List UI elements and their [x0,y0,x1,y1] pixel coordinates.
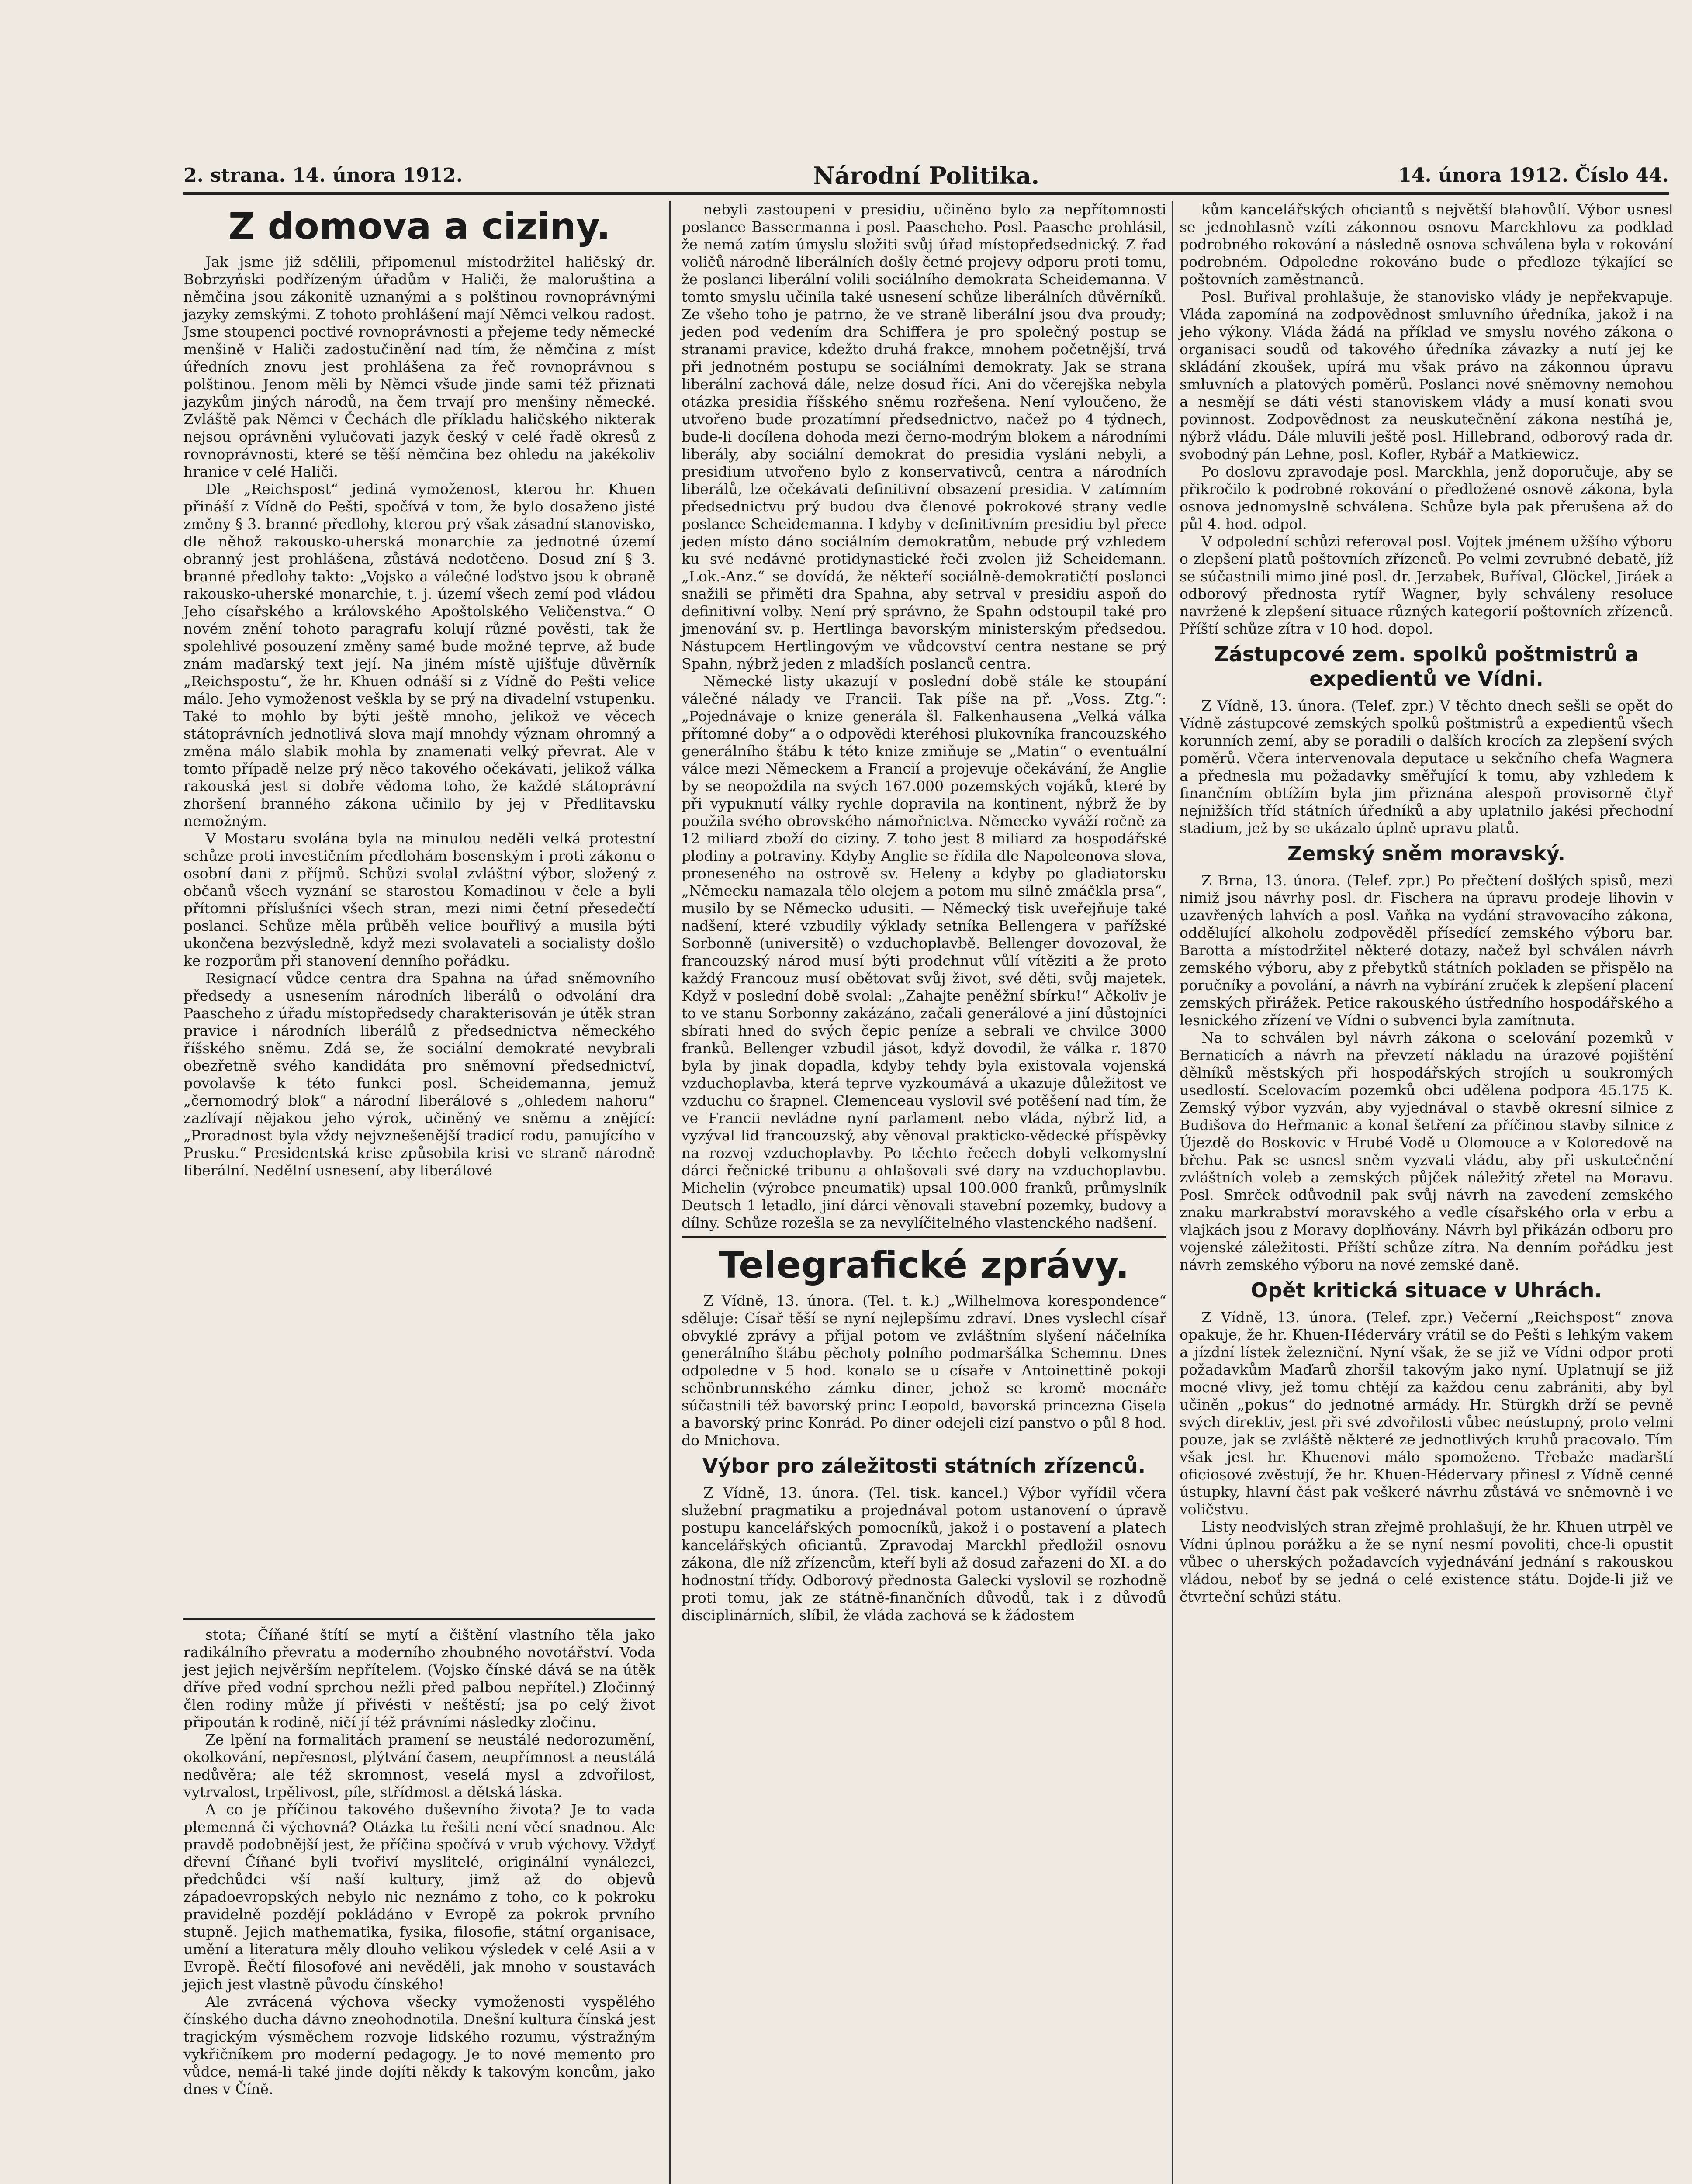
page-date-left: 2. strana. 14. února 1912. [183,164,463,187]
section-heading: Z domova a ciziny. [228,205,611,248]
article-paragraph: Z Vídně, 13. února. (Tel. t. k.) „Wilhelmova korespondence“ sděluje: Císař těší se nyní nejlepšímu zdraví. Dnes vyslechl císař obvyklé zprávy a přijal potom ve zvláštním slyšení náčelníka generálního štábu pěchoty polního podmaršálka Schemnu. Dnes odpoledne v 5 hod. konalo se u císaře v Antoinettině pokoji schönbrunnského zámku diner, jehož se kromě mocnáře súčastnili též bavorský princ Leopold, bavorská princezna Gisela a bavorský princ Konrád. Po diner odejeli cizí panstvo o půl 8 hod. do Mnichova. [682,1292,1166,1449]
article-paragraph: A co je příčinou takového duševního života? Je to vada plemenná či výchovná? Otázka tu řešiti není věcí snadnou. Ale pravdě podobnější jest, že příčina spočívá v vrub výchovy. Vždyť dřevní Číňané byli tvořiví myslitelé, originální vynálezci, předchůdci vší naší kultury, jimž až do objevů západoevropských nebylo nic neznámo z toho, co k pokroku pravidelně pozdějí pokládáno v Evropě za pokrok prvního stupně. Jejich mathematika, fysika, filosofie, státní organisace, umění a literatura měly dlouho velikou výsledek v celé Asii a v Evropě. Řečtí filosofové ani nevěděli, jak mnoho v soustavách jejich jest vlastně původu čínského! [183,1801,655,1993]
column-3 [1180,201,1673,1606]
article-paragraph: Ale zvrácená výchova všecky vymoženosti vyspělého čínského ducha dávno zneohodnotila. Dnešní kultura čínská jest tragickým výsměchem rozvoje lidského rozumu, výstražným vykřičníkem pro moderní pedagogy. Je to nové memento pro vůdce, nemá-li také jinde dojíti někdy k takovým koncům, jako dnes v Číně. [183,1993,655,2098]
article-paragraph: Ze lpění na formalitách pramení se neustálé nedorozumění, okolkování, nepřesnost, plýtvání časem, neupřímnost a neustálá nedůvěra; ale též skromnost, veselá mysl a zdvořilost, vytrvalost, trpělivost, píle, střídmost a dětská láska. [183,1731,655,1800]
article-paragraph: nebyli zastoupeni v presidiu, učiněno bylo za nepřítomnosti poslance Bassermanna i posl. Paascheho. Posl. Paasche prohlásil, že nemá zatím úmyslu složiti svůj úřad místopředsednický. Z řad voličů národně liberálních došly četné projevy odporu proti tomu, že poslanci liberální volili sociálního demokrata Scheidemanna. V tomto smyslu učinila také usnesení schůze liberálních důvěrníků. Ze všeho toho je patrno, že ve straně liberální jsou dva proudy; jeden pod vedením dra Schiffera je pro společný postup se stranami pravice, kdežto druhá frakce, mnohem početnější, trvá při jednotném postupu se sociálními demokraty. Jak se strana liberální zachová dále, nelze dosud říci. Ani do včerejška nebyla otázka presidia říšského sněmu rozřešena. Není vyloučeno, že utvořeno bude prozatímní předsednictvo, načež po 4 týdnech, bude-li docílena dohoda mezi černo-modrým blokem a národními liberály, aby sociální demokrat do presidia vysláni nebyli, a presidium utvořeno bylo z konservativců, centra a národních liberálů, lze očekávati definitivní obsazení presidia. V zatímním předsednictvu prý budou dva členové pokrokové strany vedle poslance Scheidemanna. I kdyby v definitivním presidiu byl přece jeden místo dáno sociálním demokratům, nebude prý vzhledem ku své nedávné protidynastické řeči zvolen již Scheidemann. „Lok.-Anz.“ se dovídá, že někteří sociálně-demokratičtí poslanci snažili se přiměti dra Spahna, aby setrval v presidiu aspoň do definitivní volby. Není prý správno, že Spahn odstoupil také pro jmenování sv. p. Hertlinga bavorským ministerským předsedou. Nástupcem Hertlingovým ve vůdcovství centra nestane se prý Spahn, nýbrž jeden z mladších poslanců centra. [682,201,1166,672]
column-2 [682,201,1166,1624]
article-paragraph: V Mostaru svolána byla na minulou neděli velká protestní schůze proti investičním předlohám bosenským i proti zákonu o osobní dani z příjmů. Schůzi svolal zvláštní výbor, složený z občanů všech vyznání se starostou Komadinou v čele a byli přítomni příslušníci všech stran, mezi nimi četní přesedečtí poslanci. Schůze měla průběh velice bouřlivý a musila býti ukončena bezvýsledně, když mezi svolavateli a socialisty došlo ke rozporům při stanovení denního pořádku. [183,830,655,969]
divider [183,1618,655,1620]
article-paragraph: Resignací vůdce centra dra Spahna na úřad sněmovního předsedy a usnesením národních liberálů o odvolání dra Paascheho z úřadu místopředsedy charakterisován je útěk stran pravice i národních liberálů z předsednictva německého říšského sněmu. Zdá se, že sociální demokraté nevybrali obezřetně svého kandidáta pro sněmovní předsednictví, povolavše k této funkci posl. Scheidemanna, jemuž „černomodrý blok“ a národní liberálové s „ohledem nahoru“ zazlívají nějakou jeho výrok, učiněný ve sněmu a znějící: „Proradnost byla vždy nejvznešenější tradicí rodu, panujícího v Prusku.“ Presidentská krise způsobila krisi ve straně národně liberální. Nedělní usnesení, aby liberálové [183,970,655,1179]
article-paragraph: stota; Číňané štítí se mytí a čištění vlastního těla jako radikálního převratu a moderního zhoubného novotářství. Voda jest jejich nejvěrším nepřítelem. (Vojsko čínské dává se na útěk dříve před vodní sprchou nežli před palbou nepřítel.) Zločinný člen rodiny může jí přivésti v neštěstí; jsa po celý život připoután k rodině, ničí jí též právními následky zločinu. [183,1626,655,1731]
article-paragraph: Z Vídně, 13. února. (Telef. zpr.) V těchto dnech sešli se opět do Vídně zástupcové zemských spolků poštmistrů a expedientů všech korunních zemí, aby se poradili o dalších krocích za zlepšení svých poměrů. Včera intervenovala deputace u sekčního chefa Wagnera a přednesla mu požadavky směřující k tomu, aby vzhledem k finančním obtížím byla jim přiznána alespoň provisorně čtyř nejnižších tříd státních úředníků a aby uplatnilo jakési přechodní stadium, jež by se ukázalo úplně upravu platů. [1180,697,1673,836]
divider [682,1236,1166,1238]
subsection-heading: Výbor pro záležitosti státních zřízenců. [702,1454,1146,1478]
article-paragraph: Listy neodvislých stran zřejmě prohlašují, že hr. Khuen utrpěl ve Vídni úplnou porážku a že se nyní nesmí povoliti, chce-li opustit vůbec o uherských požadavcích vyjednávání jednání s rakouskou vládou, neboť by se jedná o celé existence státu. Dojde-li již ve čtvrteční schůzi státu. [1180,1518,1673,1605]
article-paragraph: Posl. Buřival prohlašuje, že stanovisko vlády je nepřekvapuje. Vláda zapomíná na zodpovědnost smluvního úředníka, jakož i na jeho výkony. Vláda žádá na příklad ve smyslu nového zákona o organisaci soudů od takového úředníka závazky a nutí jej ke skládání zkoušek, upírá mu však právo na zákonnou úpravu smluvních a platových poměrů. Poslanci nové sněmovny nemohou a nesmějí se dáti vésti stanoviskem vlády a musí konati svou povinnost. Zodpovědnost za neuskutečnění zákona nestíhá je, nýbrž vládu. Dále mluvili ještě posl. Hillebrand, odborový rada dr. svobodný pán Lehne, posl. Kofler, Rybář a Matkiewicz. [1180,288,1673,463]
article-paragraph: Z Vídně, 13. února. (Tel. tisk. kancel.) Výbor vyřídil včera služební pragmatiku a projednával potom ustanovení o úpravě postupu kancelářských pomocníků, jakož i o postavení a platech kancelářských oficiantů. Zpravodaj Marckhl předložil osnovu zákona, dle níž zřízencům, kteří byli až dosud zařazeni do XI. a do hodnostní třídy. Odborový přednosta Galecki vyslovil se rozhodně proti tomu, jak ze státně-finančních důvodů, tak i z důvodů disciplinárních, slíbil, že vláda zachová se k žádostem [682,1484,1166,1624]
lower-block [183,1614,655,2098]
article-paragraph: kům kancelářských oficiantů s největší blahovůlí. Výbor usnesl se jednohlasně vzíti zákonnou osnovu Marckhlovu za podklad podrobného rokování a následně osnova schválena byla v rokování podrobném. Odpoledne rokováno bude o předloze týkající se poštovních zaměstnanců. [1180,201,1673,288]
article-paragraph: Z Brna, 13. února. (Telef. zpr.) Po přečtení došlých spisů, mezi nimiž jsou návrhy posl. dr. Fischera na úpravu prodeje lihovin v uzavřených lahvích a posl. Vaňka na vydání stravovacího zákona, oddělující alkoholu zodpověděl přísedící zemského výboru bar. Barotta a místodržitel některé dotazy, načež byl schválen návrh zemského výboru, aby z přebytků státních pokladen se přispělo na poručníky a povolání, a návrh na vybírání zruček k zlepšení placení zemských přirážek. Petice rakouského ústředního hospodářského a lesnického zřízení ve Vídni o subvenci byla zamítnuta. [1180,872,1673,1029]
article-paragraph: V odpolední schůzi referoval posl. Vojtek jménem užšího výboru o zlepšení platů poštovních zřízenců. Po velmi zevrubné debatě, jíž se súčastnili mimo jiné posl. dr. Jerzabek, Buříval, Glöckel, Jiráek a odborový přednosta rytíř Wagner, byly schváleny resoluce navržené k zlepšení situace různých kategorií poštovních zřízenců. Příští schůze zítra v 10 hod. dopol. [1180,533,1673,637]
section-heading: Telegrafické zprávy. [719,1244,1129,1286]
subsection-heading: Zemský sněm moravský. [1287,842,1566,865]
column-1 [183,201,655,2098]
article-paragraph: Dle „Reichspost“ jediná vymoženost, kterou hr. Khuen přináší z Vídně do Pešti, spočívá v tom, že bylo dosaženo jisté změny § 3. branné předlohy, kterou prý však zásadní stanovisko, dle něhož rakousko-uherská monarchie za jednotné území obranný jest prohlášena, zůstává nedotčeno. Dosud zní § 3. branné předlohy takto: „Vojsko a válečné loďstvo jsou k obraně rakousko-uherské monarchie, t. j. území všech zemí pod vládou Jeho císařského a královského Apoštolského Veličenstva.“ O novém znění tohoto paragrafu kolují různé pověsti, tak že spolehlivé posouzení změny samé bude možné teprve, až bude znám maďarský text její. Na jiném místě ujišťuje důvěrník „Reichspostu“, že hr. Khuen odnáší si z Vídně do Pešti velice málo. Jeho vymoženost veškla by se prý na divadelní vstupenku. Také to mohlo by býti ještě mnoho, jelikož ve věcech státoprávních jednotlivá slova mají mnohdy význam ohromný a změna málo slabik mohla by znamenati velký převrat. Ale v tomto případě nelze prý něco takového očekávati, jelikož válka rakouská jest si dobře vědoma toho, že každé státoprávní zhoršení branného zákona učinilo by jej v Předlitavsku nemožným. [183,480,655,829]
subsection-heading: Zástupcové zem. spolků poštmistrů a expedientů ve Vídni. [1214,643,1639,691]
article-paragraph: Na to schválen byl návrh zákona o scelování pozemků v Bernaticích a návrh na převzetí nákladu na úrazové pojištění dělníků městských při hospodářských strojích u soukromých usedlostí. Scelovacím pozemků obci udělena podpora 45.175 K. Zemský výbor vyzván, aby vyjednával o stavbě okresní silnice z Budišova do Heřmanic a konal šetření za příčinou stavby silnice z Újezdě do Boskovic v Hrubé Vodě u Olomouce a v Koloredově na břehu. Pak se usnesl sněm vyzvati vládu, aby při uskutečnění zvláštních voleb a zemských půjček náležitý zřetel na Moravu. Posl. Smrček odůvodnil pak svůj návrh na zavedení zemského znaku markrabství moravského a vedle císařského orla v erbu a vlajkách jsou z Moravy doplňovány. Návrh byl přikázán odboru pro vojenské záležitosti. Příští schůze zítra. Na denním pořádku jest návrh zemského výboru na nové zemské daně. [1180,1029,1673,1273]
subsection-heading: Opět kritická situace v Uhrách. [1251,1279,1602,1302]
page-date-right: 14. února 1912. Číslo 44. [1398,164,1669,187]
column-rule [669,201,671,2184]
newspaper-title: Národní Politika. [813,162,1039,190]
article-paragraph: Německé listy ukazují v poslední době stále ke stoupání válečné nálady ve Francii. Tak píše na př. „Voss. Ztg.“: „Pojednávaje o knize generála šl. Falkenhausena „Velká válka přítomné doby“ a o odpovědi kteréhosi plukovníka francouzského generálního štábu k této knize zmiňuje se „Matin“ o eventuální válce mezi Německem a Francií a projevuje očekávání, že Anglie by se neopoždila na svých 167.000 pozemských vojáků, které by při vypuknutí války rychle dopravila na kontinent, nýbrž že by použila svého obrovského námořnictva. Německo vyváží ročně za 12 miliard zboží do ciziny. Z toho jest 8 miliard za hospodářské plodiny a potraviny. Kdyby Anglie se řídila dle Napoleonova slova, proneseného na ostrově sv. Heleny a kdyby po gladiatorsku „Německu namazala tělo olejem a potom mu silně zmáčkla prsa“, musilo by se Německo udusiti. — Německý tisk uveřejňuje také nadšení, které vzbudily výklady setníka Bellengera v pařížské Sorbonně (universitě) o vzduchoplavbě. Bellenger dovozoval, že francouzský národ musí býti prodchnut vůlí vítěziti a že proto každý Francouz musí obětovat svůj život, své děti, svůj majetek. Když v poslední době svolal: „Zahajte peněžní sbírku!“ Ačkoliv je to ve stanu Sorbonny zakázáno, začali generálové a jiní důstojníci sbírati hned do svých čepic peníze a sebrali ve chvilce 3000 franků. Bellenger vzbudil jásot, když dovodil, že válka r. 1870 byla by jinak dopadla, kdyby tehdy byla existovala vojenská vzduchoplavba, která teprve vyzkoumává a ukazuje důležitost ve vzduchu co šrapnel. Clemenceau vyslovil své potěšení nad tím, že ve Francii nevládne nyní parlament nebo vláda, nýbrž lid, a vyzýval lid francouzský, aby věnoval prakticko-vědecké příspěvky na rozvoj vzduchoplavby. Po těchto řečech dobyli velkomyslní dárci řečnické tribunu a ohlašovali své dary na vzduchoplavbu. Michelin (výrobce pneumatik) upsal 100.000 franků, průmyslník Deutsch 1 letadlo, jiní dárci věnovali stavební pozemky, budovy a dílny. Schůze rozešla se za nevylíčitelného vlastenckého nadšení. [682,673,1166,1231]
article-paragraph: Z Vídně, 13. února. (Telef. zpr.) Večerní „Reichspost“ znova opakuje, že hr. Khuen-Héderváry vrátil se do Pešti s lehkým vakem a jízdní lístek železniční. Nyní však, že se již ve Vídni odpor proti požadavkům Maďarů zhoršil takovým jako nyní. Uplatnují se již mocné vlivy, jež tomu chtějí za každou cenu zabrániti, aby byl učiněn „pokus“ do jednotné armády. Hr. Stürgkh drží se pevně svých direktiv, jest při své zdvořilosti vůbec neústupný, proto velmi pouze, jak se zvláště některé ze jednotlivých kruhů pracovalo. Tím však jest hr. Khuenovi málo spomoženo. Třebaže maďarští oficiosové zvěstují, že hr. Khuen-Hédervary přinesl z Vídně cenné ústupky, hlavní část pak veškeré návrhu zůstává ve sněmovně i ve voličstvu. [1180,1309,1673,1518]
column-rule [1172,201,1173,2184]
article-paragraph: Jak jsme již sdělili, připomenul místodržitel haličský dr. Bobrzyński podřízeným úřadům v Haliči, že maloruština a němčina jsou zákonitě uznanými a s polštinou rovnoprávnými jazyky zemskými. Z tohoto prohlášení mají Němci velkou radost. Jsme stoupenci poctivé rovnoprávnosti a přejeme tedy německé menšině v Haliči zadostučinění nad tím, že němčina z míst úředních znovu jest prohlášena za řeč rovnoprávnou s polštinou. Jenom měli by Němci všude jinde sami též přiznati jazykům jiných národů, na čem trvají pro menšiny německé. Zvláště pak Němci v Čechách dle příkladu haličského nikterak nejsou oprávněni vylučovati jazyk český v celé řadě okresů z rovnoprávnosti, které se těší němčina bez ohledu na jakékoliv hranice v celé Haliči. [183,253,655,480]
masthead [183,162,1669,195]
article-paragraph: Po doslovu zpravodaje posl. Marckhla, jenž doporučuje, aby se přikročilo k podrobné rokování o předložené osnově zákona, byla osnova jednomyslně schválena. Schůze byla pak přerušena až do půl 4. hod. odpol. [1180,463,1673,532]
